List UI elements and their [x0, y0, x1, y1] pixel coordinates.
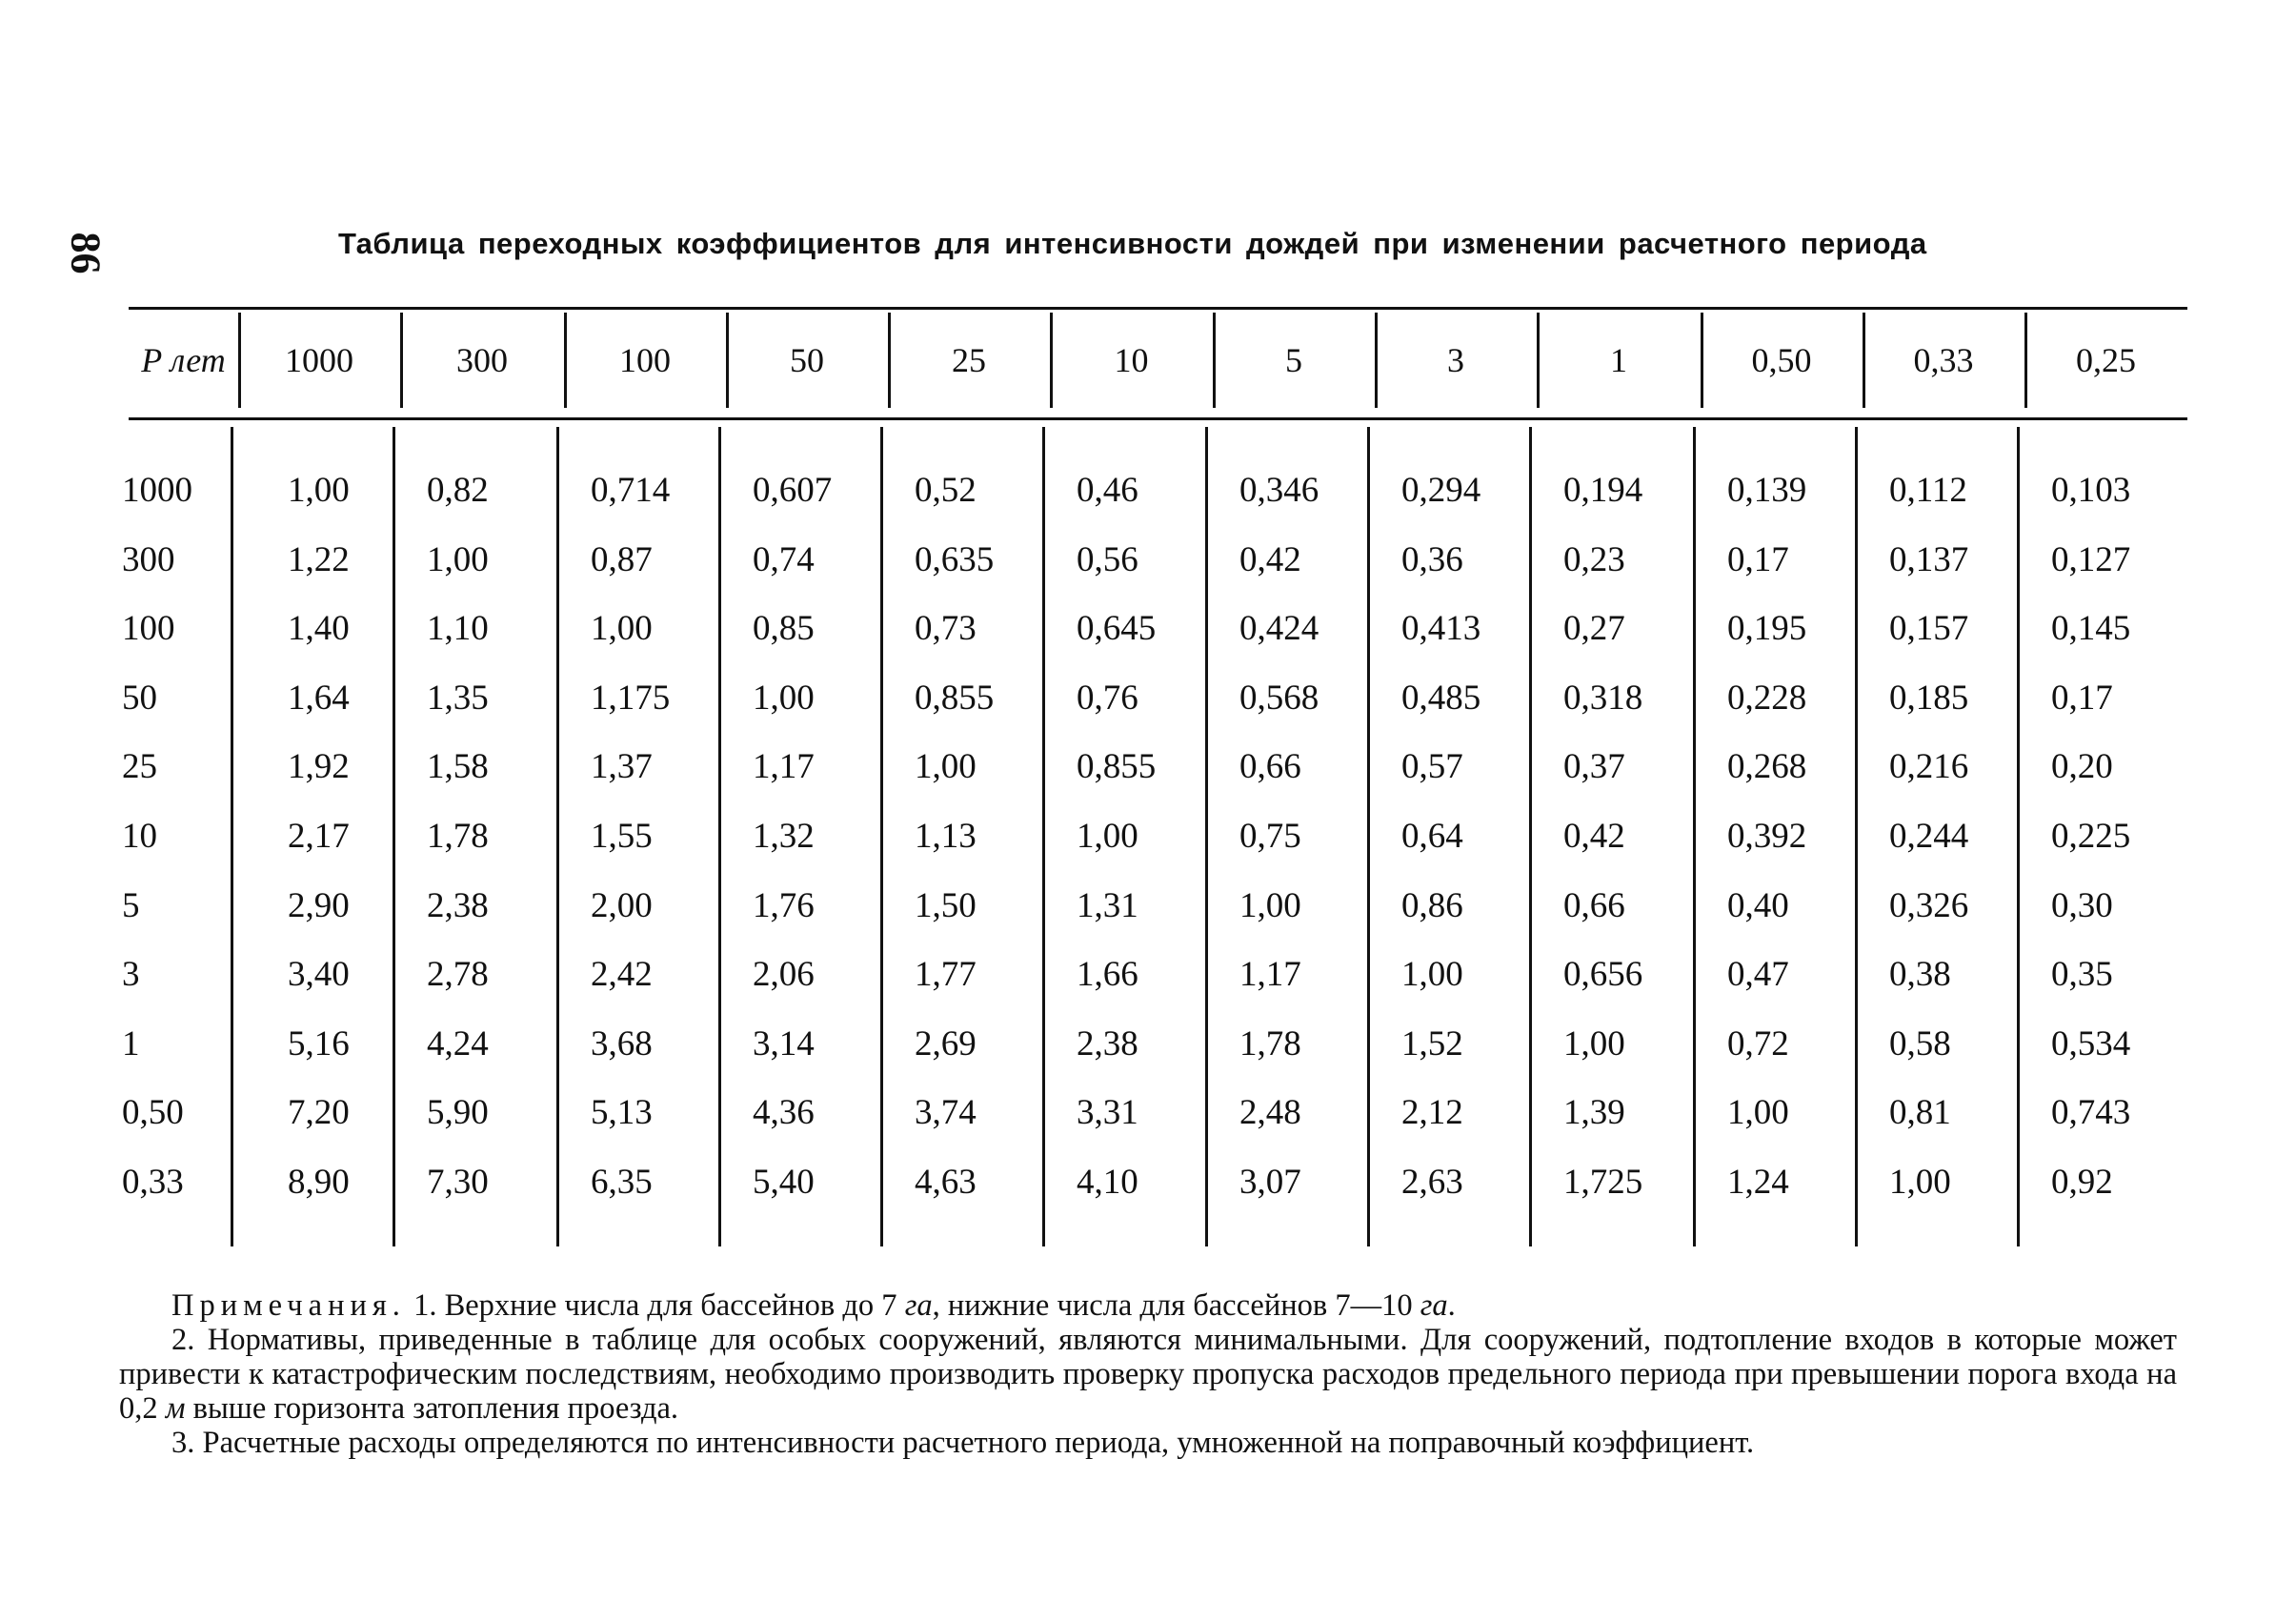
- table-cell: 0,855: [915, 678, 995, 718]
- table-cell: 2,48: [1239, 1093, 1301, 1133]
- table-cell: 2,17: [288, 817, 350, 856]
- table-cell: 2,42: [591, 955, 653, 995]
- table-cell: 3,68: [591, 1023, 653, 1064]
- table-cell: 0,635: [915, 539, 995, 579]
- table-cell: 0,23: [1563, 539, 1625, 579]
- table-cell: 0,294: [1401, 471, 1481, 510]
- table-cell: 1,78: [427, 817, 489, 856]
- note-2-unit-m: м: [165, 1391, 186, 1426]
- table-cell: 0,714: [591, 471, 671, 510]
- table-cell: 0,20: [2051, 747, 2113, 787]
- column-header: 10: [1114, 341, 1149, 379]
- table-cell: 0,42: [1239, 539, 1301, 579]
- table-cell: 0,318: [1563, 678, 1643, 718]
- table-cell: 0,424: [1239, 609, 1319, 649]
- row-label: 0,50: [122, 1093, 184, 1133]
- table-cell: 0,74: [753, 539, 815, 579]
- table-cell: 0,58: [1889, 1023, 1951, 1064]
- note-2-text: 2. Нормативы, приведенные в таблице для особых сооружений, являются минимальными. Для сооружений, подтопление входов в которые может привести к катастрофическим последствиям, необходимо производить проверку пропуска расходов предельного периода при превышении порога входа на 0,2: [119, 1323, 2177, 1426]
- table-cell: 1,22: [288, 539, 350, 579]
- body-column-divider: [2017, 427, 2020, 1246]
- table-cell: 0,194: [1563, 471, 1643, 510]
- body-column-divider: [1529, 427, 1532, 1246]
- column-header: 1: [1610, 341, 1627, 379]
- body-column-divider: [393, 427, 395, 1246]
- table-cell: 0,81: [1889, 1093, 1951, 1133]
- column-header: 100: [619, 341, 671, 379]
- table-cell: 1,92: [288, 747, 350, 787]
- table-cell: 0,56: [1077, 539, 1138, 579]
- table-cell: 0,40: [1727, 885, 1789, 925]
- table-cell: 0,17: [1727, 539, 1789, 579]
- table-cell: 0,36: [1401, 539, 1463, 579]
- table-cell: 1,00: [1239, 885, 1301, 925]
- table-cell: 1,00: [915, 747, 977, 787]
- table-cell: 4,10: [1077, 1163, 1138, 1202]
- column-header: 50: [790, 341, 824, 379]
- table-cell: 0,42: [1563, 817, 1625, 856]
- table-cell: 1,00: [1077, 817, 1138, 856]
- table-cell: 0,92: [2051, 1163, 2113, 1202]
- table-cell: 1,00: [427, 539, 489, 579]
- row-label: 1: [122, 1023, 140, 1064]
- table-cell: 0,66: [1563, 885, 1625, 925]
- note-1: [119, 1288, 2177, 1323]
- table-cell: 0,76: [1077, 678, 1138, 718]
- table-cell: 1,00: [1401, 955, 1463, 995]
- table-cell: 0,485: [1401, 678, 1481, 718]
- table-top-rule: [129, 307, 2187, 310]
- table-cell: 2,38: [427, 885, 489, 925]
- row-label: 10: [122, 817, 157, 856]
- notes-block: [119, 1288, 2177, 1460]
- column-header: 300: [456, 341, 508, 379]
- table-cell: 3,40: [288, 955, 350, 995]
- table-cell: 0,85: [753, 609, 815, 649]
- row-label: 0,33: [122, 1163, 184, 1202]
- body-column-divider: [1367, 427, 1370, 1246]
- table-cell: 0,195: [1727, 609, 1807, 649]
- table-cell: 1,37: [591, 747, 653, 787]
- table-cell: 1,175: [591, 678, 671, 718]
- column-header: 3: [1447, 341, 1464, 379]
- note-1-prefix: 1. Верхние числа для бассейнов до 7: [413, 1288, 905, 1323]
- table-cell: 2,06: [753, 955, 815, 995]
- column-header: 25: [952, 341, 986, 379]
- table-cell: 0,139: [1727, 471, 1807, 510]
- table-cell: 0,645: [1077, 609, 1157, 649]
- column-header: 0,33: [1913, 341, 1974, 379]
- column-header: 5: [1285, 341, 1302, 379]
- table-cell: 1,17: [753, 747, 815, 787]
- table-cell: 1,58: [427, 747, 489, 787]
- table-cell: 0,607: [753, 471, 833, 510]
- table-cell: 1,66: [1077, 955, 1138, 995]
- row-label: 5: [122, 885, 140, 925]
- table-cell: 1,50: [915, 885, 977, 925]
- corner-header-p-years: P лет: [141, 341, 226, 379]
- table-cell: 0,244: [1889, 817, 1969, 856]
- table-cell: 1,35: [427, 678, 489, 718]
- body-column-divider: [1042, 427, 1045, 1246]
- column-header: 0,25: [2076, 341, 2136, 379]
- row-label: 25: [122, 747, 157, 787]
- note-2: [119, 1323, 2177, 1426]
- table-cell: 1,00: [1727, 1093, 1789, 1133]
- row-label: 3: [122, 955, 140, 995]
- table-cell: 3,31: [1077, 1093, 1138, 1133]
- table-title: Таблица переходных коэффициентов для интенсивности дождей при изменении расчетного периода: [338, 227, 1927, 260]
- table-cell: 7,20: [288, 1093, 350, 1133]
- table-cell: 0,66: [1239, 747, 1301, 787]
- table-cell: 1,10: [427, 609, 489, 649]
- table-cell: 0,82: [427, 471, 489, 510]
- note-1-unit-ha-2: га: [1420, 1288, 1448, 1323]
- table-cell: 1,39: [1563, 1093, 1625, 1133]
- table-cell: 0,17: [2051, 678, 2113, 718]
- table-cell: 0,47: [1727, 955, 1789, 995]
- body-column-divider: [231, 427, 233, 1246]
- table-cell: 1,52: [1401, 1023, 1463, 1064]
- table-cell: 0,346: [1239, 471, 1319, 510]
- note-3: 3. Расчетные расходы определяются по интенсивности расчетного периода, умноженной на поправочный коэффициент.: [171, 1426, 1755, 1460]
- note-1-middle: , нижние числа для бассейнов 7—10: [932, 1288, 1420, 1323]
- table-cell: 0,35: [2051, 955, 2113, 995]
- body-column-divider: [880, 427, 883, 1246]
- table-cell: 1,64: [288, 678, 350, 718]
- column-header: 0,50: [1751, 341, 1812, 379]
- body-column-divider: [1205, 427, 1208, 1246]
- table-cell: 7,30: [427, 1163, 489, 1202]
- table-cell: 0,73: [915, 609, 977, 649]
- table-cell: 0,27: [1563, 609, 1625, 649]
- table-cell: 1,24: [1727, 1163, 1789, 1202]
- table-cell: 4,36: [753, 1093, 815, 1133]
- table-cell: 0,656: [1563, 955, 1643, 995]
- table-cell: 1,78: [1239, 1023, 1301, 1064]
- table-cell: 0,157: [1889, 609, 1969, 649]
- table-cell: 1,40: [288, 609, 350, 649]
- table-cell: 0,855: [1077, 747, 1157, 787]
- table-header-rule: [129, 417, 2187, 420]
- table-cell: 0,145: [2051, 609, 2131, 649]
- table-cell: 1,725: [1563, 1163, 1643, 1202]
- table-cell: 2,38: [1077, 1023, 1138, 1064]
- table-cell: 0,37: [1563, 747, 1625, 787]
- table-cell: 2,12: [1401, 1093, 1463, 1133]
- table-cell: 2,90: [288, 885, 350, 925]
- row-label: 300: [122, 539, 175, 579]
- table-cell: 1,00: [753, 678, 815, 718]
- row-label: 1000: [122, 471, 192, 510]
- table-cell: 1,17: [1239, 955, 1301, 995]
- table-cell: 0,72: [1727, 1023, 1789, 1064]
- table-cell: 0,57: [1401, 747, 1463, 787]
- body-column-divider: [718, 427, 721, 1246]
- table-cell: 2,78: [427, 955, 489, 995]
- table-cell: 0,87: [591, 539, 653, 579]
- table-cell: 1,00: [591, 609, 653, 649]
- row-label: 50: [122, 678, 157, 718]
- table-cell: 0,52: [915, 471, 977, 510]
- table-cell: 0,112: [1889, 471, 1967, 510]
- table-cell: 0,46: [1077, 471, 1138, 510]
- table-cell: 2,69: [915, 1023, 977, 1064]
- table-cell: 1,77: [915, 955, 977, 995]
- table-cell: 0,38: [1889, 955, 1951, 995]
- table-cell: 0,103: [2051, 471, 2131, 510]
- table-cell: 1,76: [753, 885, 815, 925]
- table-cell: 0,185: [1889, 678, 1969, 718]
- table-cell: 4,24: [427, 1023, 489, 1064]
- column-header: 1000: [285, 341, 353, 379]
- note-1-end: .: [1447, 1288, 1456, 1323]
- table-cell: 0,413: [1401, 609, 1481, 649]
- table-cell: 0,30: [2051, 885, 2113, 925]
- table-cell: 0,743: [2051, 1093, 2131, 1133]
- table-cell: 1,32: [753, 817, 815, 856]
- note-1-unit-ha: га: [904, 1288, 933, 1323]
- table-cell: 0,64: [1401, 817, 1463, 856]
- table-cell: 3,07: [1239, 1163, 1301, 1202]
- table-cell: 5,40: [753, 1163, 815, 1202]
- table-cell: 4,63: [915, 1163, 977, 1202]
- table-cell: 0,268: [1727, 747, 1807, 787]
- table-cell: 1,00: [288, 471, 350, 510]
- table-cell: 0,228: [1727, 678, 1807, 718]
- table-cell: 2,63: [1401, 1163, 1463, 1202]
- table-cell: 5,13: [591, 1093, 653, 1133]
- table-cell: 3,74: [915, 1093, 977, 1133]
- table-cell: 0,86: [1401, 885, 1463, 925]
- body-column-divider: [1855, 427, 1858, 1246]
- table-cell: 5,16: [288, 1023, 350, 1064]
- table-cell: 0,326: [1889, 885, 1969, 925]
- table-cell: 0,216: [1889, 747, 1969, 787]
- body-column-divider: [1693, 427, 1696, 1246]
- notes-heading: Примечания.: [171, 1288, 406, 1323]
- table-cell: 1,31: [1077, 885, 1138, 925]
- table-cell: 1,13: [915, 817, 977, 856]
- table-cell: 0,534: [2051, 1023, 2131, 1064]
- table-cell: 1,00: [1889, 1163, 1951, 1202]
- table-cell: 6,35: [591, 1163, 653, 1202]
- table-cell: 1,55: [591, 817, 653, 856]
- table-cell: 3,14: [753, 1023, 815, 1064]
- table-cell: 8,90: [288, 1163, 350, 1202]
- note-2-text-end: выше горизонта затопления проезда.: [185, 1391, 679, 1426]
- table-cell: 0,127: [2051, 539, 2131, 579]
- table-cell: 0,75: [1239, 817, 1301, 856]
- table-cell: 0,137: [1889, 539, 1969, 579]
- table-cell: 1,00: [1563, 1023, 1625, 1064]
- table-cell: 5,90: [427, 1093, 489, 1133]
- table-cell: 0,568: [1239, 678, 1319, 718]
- page-number: 86: [62, 232, 110, 274]
- table-cell: 2,00: [591, 885, 653, 925]
- table-cell: 0,392: [1727, 817, 1807, 856]
- table-cell: 0,225: [2051, 817, 2131, 856]
- body-column-divider: [556, 427, 559, 1246]
- row-label: 100: [122, 609, 175, 649]
